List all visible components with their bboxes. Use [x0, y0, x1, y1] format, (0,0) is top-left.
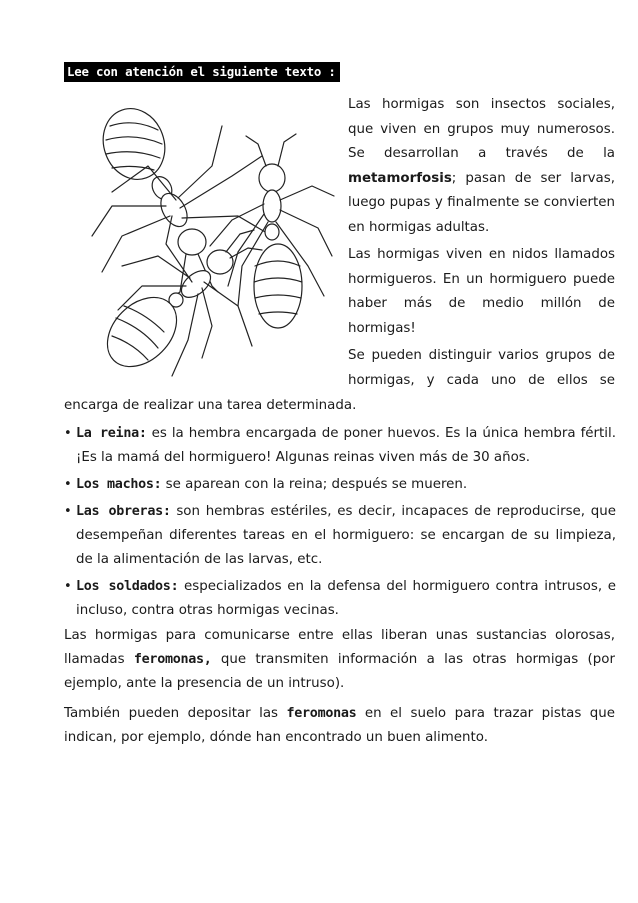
pistas-paragraph — [64, 702, 615, 750]
ants-illustration — [62, 96, 342, 396]
list-item — [64, 575, 616, 623]
bullet-icon: • — [64, 426, 72, 441]
intro-p1-text-end: ; pasan de ser larvas, luego pupas y finalmente se convierten en hormigas adultas. — [348, 170, 615, 235]
pistas-text: También pueden depositar las — [64, 706, 287, 721]
instruction-header: Lee con atención el siguiente texto : — [64, 62, 340, 82]
feromonas-term-2: feromonas — [286, 706, 357, 721]
feromonas-paragraph — [64, 624, 615, 696]
intro-paragraph-3-continuation — [64, 394, 615, 418]
bullet-icon: • — [64, 504, 72, 519]
intro-paragraph-3: Se pueden distinguir varios grupos de hormigas, y cada uno de ellos se — [348, 348, 615, 388]
metamorfosis-term: metamorfosis — [348, 170, 452, 186]
list-item-term: Los soldados: — [76, 579, 179, 594]
feromonas-text-end: que transmiten información a las otras hormigas (por ejemplo, ante la presencia de un intruso). — [64, 652, 615, 691]
list-item-text: son hembras estériles, es decir, incapaces de reproducirse, que desempeñan diferentes tareas en el hormiguero: se encargan de su limpieza, de la alimentación de las larvas, etc. — [76, 504, 616, 567]
list-item-text: especializados en la defensa del hormiguero contra intrusos, e incluso, contra otras hormigas vecinas. — [76, 579, 616, 618]
feromonas-text: Las hormigas para comunicarse entre ellas liberan unas sustancias olorosas, llamadas — [64, 628, 615, 667]
list-item-term: La reina: — [76, 426, 147, 441]
list-item — [64, 500, 616, 572]
list-item-text: se aparean con la reina; después se mueren. — [161, 477, 468, 492]
list-item — [64, 473, 616, 497]
feromonas-term: feromonas, — [133, 652, 212, 667]
intro-p1-text: Las hormigas son insectos sociales, que viven en grupos muy numerosos. Se desarrollan a través de la — [348, 97, 615, 161]
list-item-term: Los machos: — [76, 477, 162, 492]
intro-paragraph-2: Las hormigas viven en nidos llamados hormigueros. En un hormiguero puede haber más de medio millón de hormigas! — [348, 247, 615, 336]
ant-groups-list — [64, 422, 616, 626]
pistas-text-end: en el suelo para trazar pistas que indican, por ejemplo, dónde han encontrado un buen alimento. — [64, 706, 615, 745]
intro-p3-continuation-text: encarga de realizar una tarea determinada. — [64, 398, 357, 413]
list-item-text: es la hembra encargada de poner huevos. Es la única hembra fértil. ¡Es la mamá del hormiguero! Algunas reinas viven más de 30 años. — [76, 426, 616, 465]
bullet-icon: • — [64, 477, 72, 492]
bullet-icon: • — [64, 579, 72, 594]
list-item-term: Las obreras: — [76, 504, 171, 519]
intro-paragraph-1 — [348, 93, 615, 240]
intro-text-column — [348, 93, 615, 396]
list-item — [64, 422, 616, 470]
